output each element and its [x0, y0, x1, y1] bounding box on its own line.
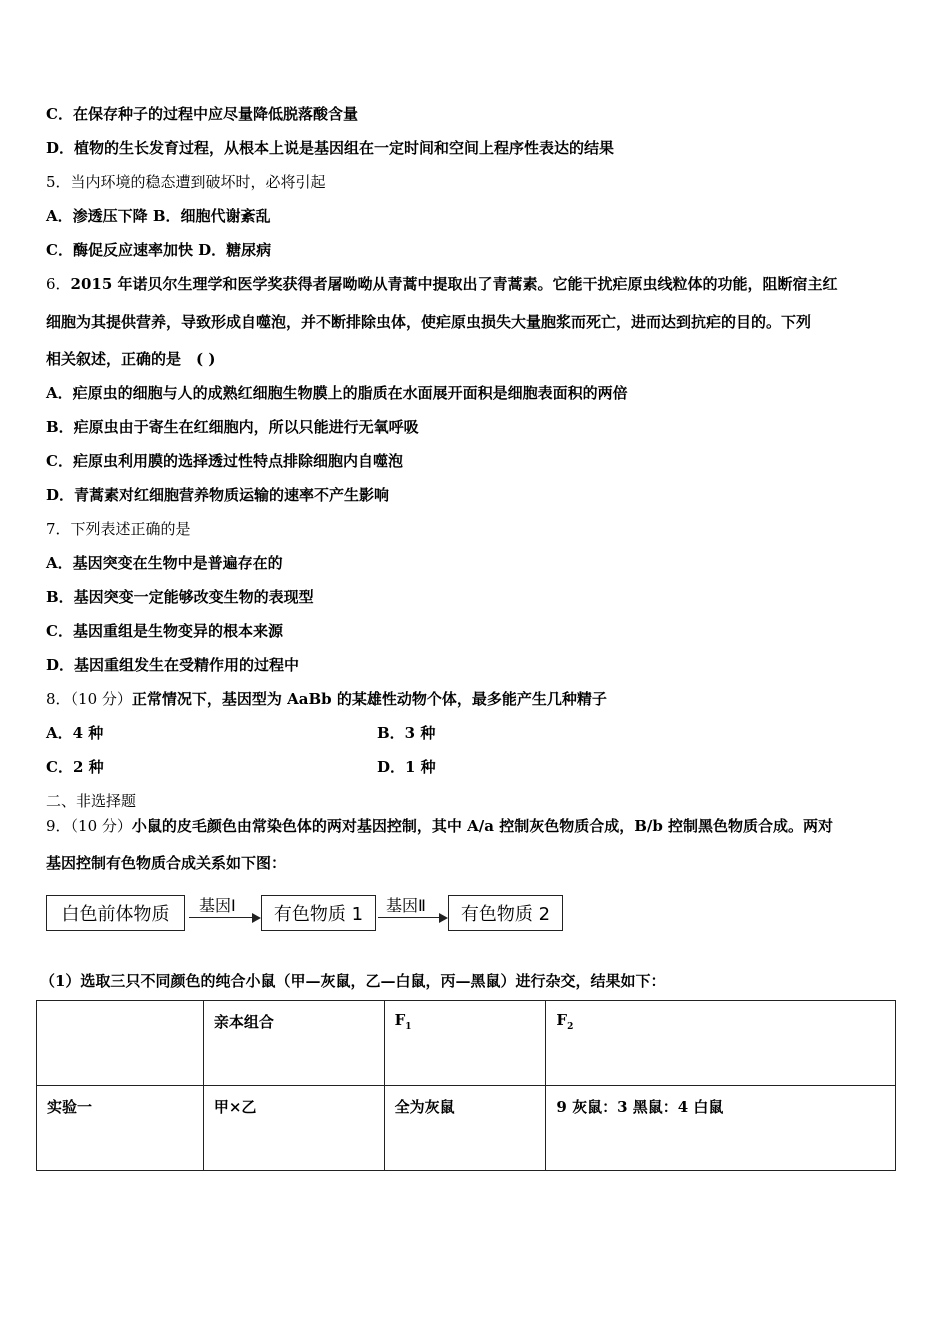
q9-number: 9．（10 分）	[46, 817, 132, 835]
q6-text-1: 2015 年诺贝尔生理学和医学奖获得者屠呦呦从青蒿中提取出了青蒿素。它能干扰疟原虫线粒体的功能，阻断宿主红	[70, 275, 838, 293]
q8-text: 正常情况下，基因型为 AaBb 的某雄性动物个体，最多能产生几种精子	[131, 690, 607, 708]
f1-subscript: 1	[405, 1022, 412, 1032]
q8-number: 8．（10 分）	[46, 690, 132, 708]
q8-option-b: B．3 种	[377, 724, 436, 742]
q4-option-d: D．植物的生长发育过程，从根本上说是基因组在一定时间和空间上程序性表达的结果	[46, 139, 615, 157]
table-cell-f1-result: 全为灰鼠	[384, 1086, 546, 1171]
q9-stem-line2: 基因控制有色物质合成关系如下图：	[46, 854, 287, 872]
q7-option-d: D．基因重组发生在受精作用的过程中	[46, 656, 300, 674]
q8-stem	[46, 688, 607, 709]
q7-option-a: A．基因突变在生物中是普遍存在的	[46, 554, 283, 572]
q6-stem-line3: 相关叙述，正确的是 ( )	[46, 350, 216, 368]
table-header-cell-empty	[37, 1001, 204, 1086]
f2-subscript: 2	[567, 1022, 574, 1032]
q7-option-b: B．基因突变一定能够改变生物的表现型	[46, 588, 314, 606]
q4-option-c: C．在保存种子的过程中应尽量降低脱落酸含量	[46, 105, 358, 123]
table-header-row	[37, 1001, 896, 1086]
experiment-table	[36, 1000, 896, 1171]
q8-option-d: D．1 种	[377, 758, 436, 776]
q6-option-a: A．疟原虫的细胞与人的成熟红细胞生物膜上的脂质在水面展开面积是细胞表面积的两倍	[46, 384, 628, 402]
table-header-parents: 亲本组合	[203, 1001, 384, 1086]
q7-option-c: C．基因重组是生物变异的根本来源	[46, 622, 283, 640]
table-cell-f2-result: 9 灰鼠：3 黑鼠：4 白鼠	[546, 1086, 896, 1171]
q9-text-1: 小鼠的皮毛颜色由常染色体的两对基因控制，其中 A/a 控制灰色物质合成，B/b 控制黑色物质合成。两对	[131, 817, 834, 835]
diagram-box-colored-2: 有色物质 2	[448, 895, 563, 931]
q6-number: 6．	[46, 275, 71, 293]
q8-option-a: A．4 种	[46, 724, 104, 742]
q6-option-b: B．疟原虫由于寄生在红细胞内，所以只能进行无氧呼吸	[46, 418, 419, 436]
q9-stem-line1	[46, 815, 833, 836]
section-heading: 二、非选择题	[46, 792, 137, 810]
table-header-f1	[384, 1001, 546, 1086]
diagram-arrow-label-gene1: 基因Ⅰ	[199, 896, 236, 915]
q6-stem-line1	[46, 273, 838, 294]
diagram-box-colored-1: 有色物质 1	[261, 895, 376, 931]
q9-subquestion-1: （1）选取三只不同颜色的纯合小鼠（甲—灰鼠，乙—白鼠，丙—黑鼠）进行杂交，结果如下：	[40, 972, 666, 990]
f1-letter: F	[394, 1011, 406, 1029]
q5-options-cd: C．酶促反应速率加快 D．糖尿病	[46, 241, 272, 259]
q6-stem-line2: 细胞为其提供营养，导致形成自噬泡，并不断排除虫体，使疟原虫损失大量胞浆而死亡，进而达到抗疟的目的。下列	[46, 313, 812, 331]
q7-stem: 7．下列表述正确的是	[46, 520, 191, 538]
diagram-arrow-label-gene2: 基因Ⅱ	[386, 896, 426, 915]
table-header-f2	[546, 1001, 896, 1086]
diagram-arrowhead-2	[439, 913, 448, 923]
q6-option-c: C．疟原虫利用膜的选择透过性特点排除细胞内自噬泡	[46, 452, 403, 470]
q6-option-d: D．青蒿素对红细胞营养物质运输的速率不产生影响	[46, 486, 390, 504]
table-row	[37, 1086, 896, 1171]
q5-options-ab: A．渗透压下降 B．细胞代谢紊乱	[46, 207, 271, 225]
table-cell-experiment: 实验一	[37, 1086, 204, 1171]
q5-stem: 5．当内环境的稳态遭到破坏时，必将引起	[46, 173, 326, 191]
diagram-box-white-precursor: 白色前体物质	[46, 895, 185, 931]
q8-option-c: C．2 种	[46, 758, 104, 776]
f2-letter: F	[556, 1011, 568, 1029]
table-cell-cross: 甲×乙	[203, 1086, 384, 1171]
diagram-arrowhead-1	[252, 913, 261, 923]
diagram-arrow-2	[378, 917, 440, 918]
diagram-arrow-1	[189, 917, 253, 918]
